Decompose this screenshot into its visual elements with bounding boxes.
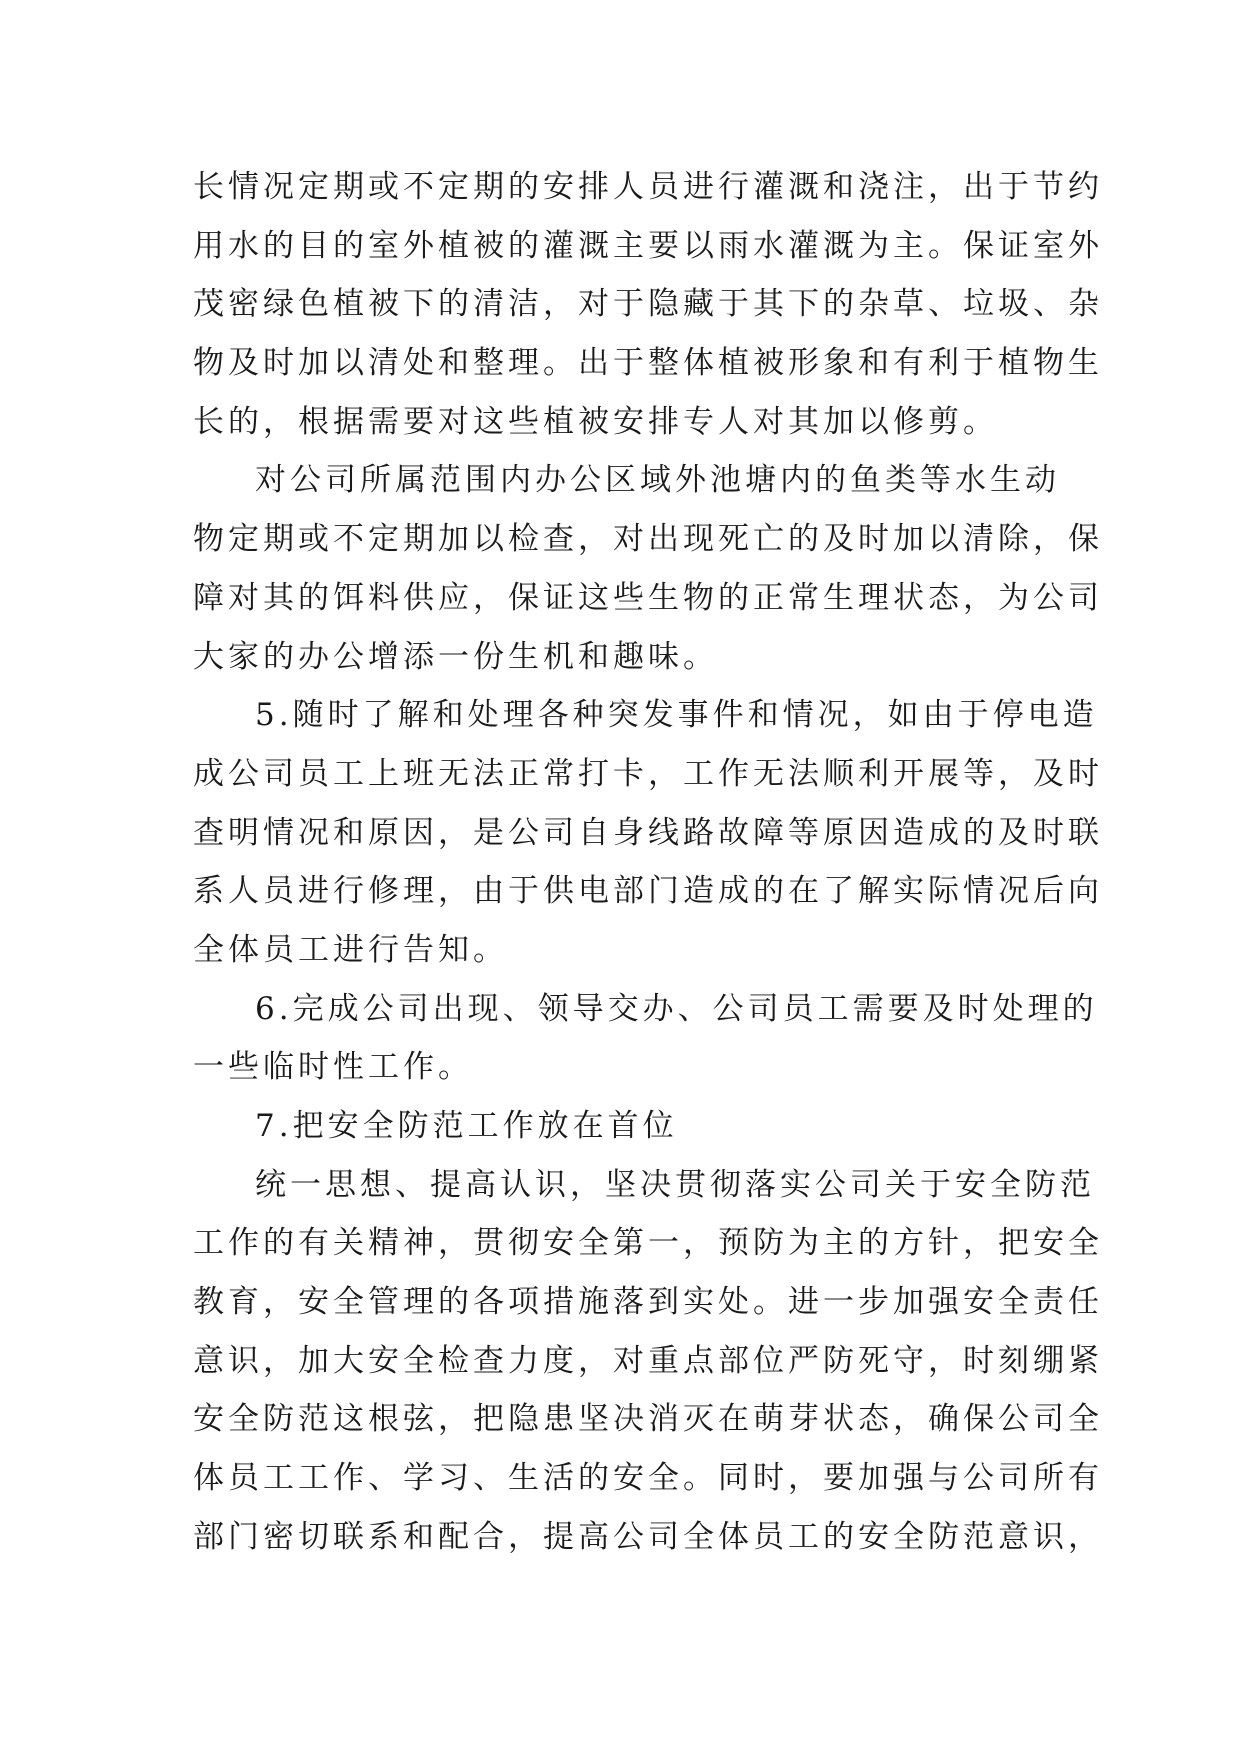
text-line: 体员工工作、学习、生活的安全。同时，要加强与公司所有 (193, 1460, 1103, 1497)
text-line: 部门密切联系和配合，提高公司全体员工的安全防范意识， (193, 1518, 1103, 1555)
text-line: 6.完成公司出现、领导交办、公司员工需要及时处理的 (255, 990, 1098, 1027)
text-line: 长的，根据需要对这些植被安排专人对其加以修剪。 (193, 403, 998, 440)
text-line: 用水的目的室外植被的灌溉主要以雨水灌溉为主。保证室外 (193, 227, 1103, 264)
text-line: 意识，加大安全检查力度，对重点部位严防死守，时刻绷紧 (193, 1342, 1103, 1379)
text-line: 7.把安全防范工作放在首位 (255, 1108, 678, 1144)
text-line: 系人员进行修理，由于供电部门造成的在了解实际情况后向 (193, 873, 1103, 910)
text-line: 5.随时了解和处理各种突发事件和情况，如由于停电造 (255, 697, 1098, 734)
text-line: 物定期或不定期加以检查，对出现死亡的及时加以清除，保 (193, 521, 1103, 558)
body-text (193, 158, 1103, 1567)
text-line: 全体员工进行告知。 (193, 931, 508, 968)
text-line: 大家的办公增添一份生机和趣味。 (193, 638, 718, 675)
text-line: 成公司员工上班无法正常打卡，工作无法顺利开展等，及时 (193, 755, 1103, 792)
text-line: 对公司所属范围内办公区域外池塘内的鱼类等水生动 (255, 462, 1060, 499)
text-line: 工作的有关精神，贯彻安全第一，预防为主的方针，把安全 (193, 1225, 1103, 1262)
text-line: 教育，安全管理的各项措施落到实处。进一步加强安全责任 (193, 1284, 1103, 1321)
text-line: 物及时加以清处和整理。出于整体植被形象和有利于植物生 (193, 345, 1103, 382)
text-line: 统一思想、提高认识，坚决贯彻落实公司关于安全防范 (255, 1166, 1095, 1203)
text-line: 长情况定期或不定期的安排人员进行灌溉和浇注，出于节约 (193, 169, 1103, 205)
text-line: 茂密绿色植被下的清洁，对于隐藏于其下的杂草、垃圾、杂 (193, 286, 1103, 323)
text-line: 障对其的饵料供应，保证这些生物的正常生理状态，为公司 (193, 579, 1103, 616)
text-line: 查明情况和原因，是公司自身线路故障等原因造成的及时联 (193, 814, 1103, 851)
text-line: 安全防范这根弦，把隐患坚决消灭在萌芽状态，确保公司全 (193, 1401, 1103, 1438)
text-line: 一些临时性工作。 (193, 1049, 473, 1086)
